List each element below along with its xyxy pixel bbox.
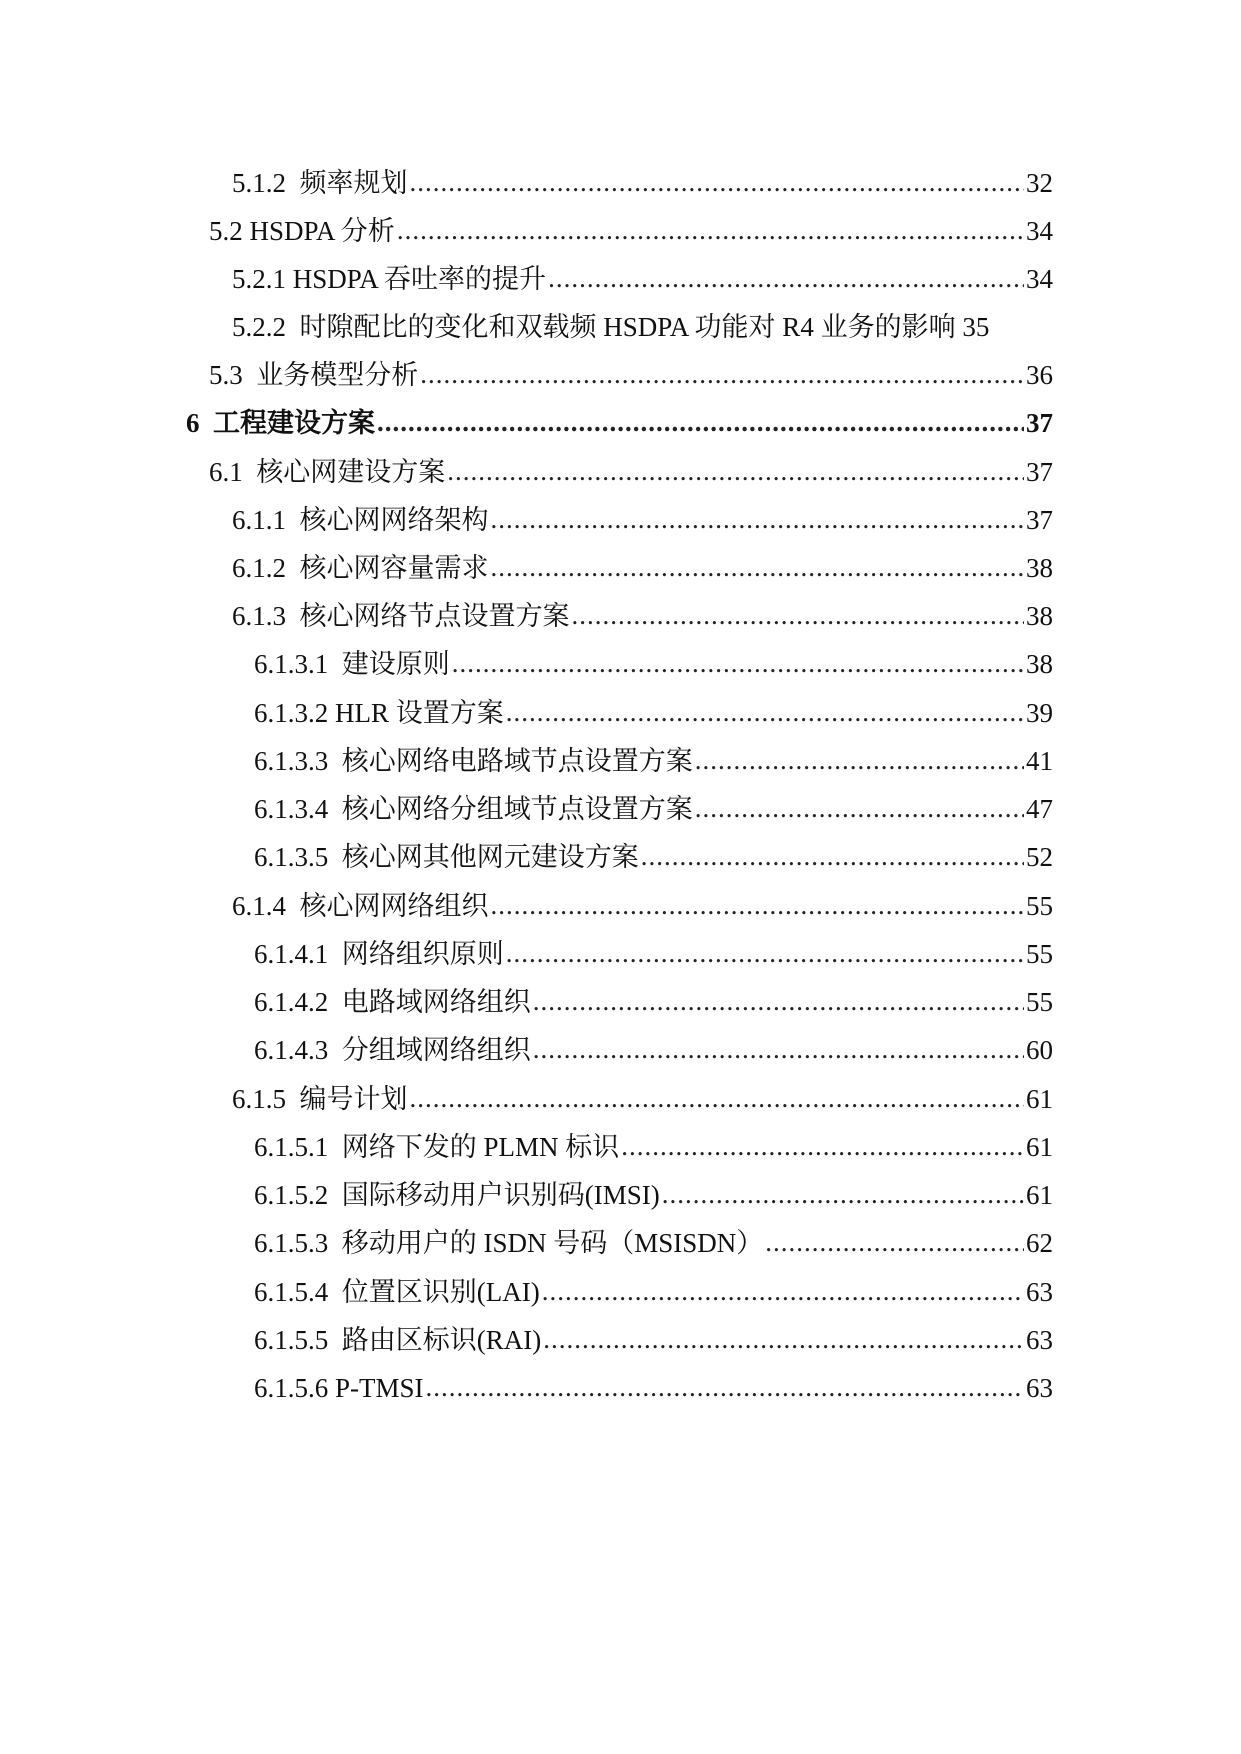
toc-entry-number: 6.1.5: [232, 1084, 286, 1114]
toc-entry[interactable]: [254, 1033, 1053, 1067]
toc-entry[interactable]: [254, 744, 1053, 778]
dot-leader: [491, 888, 1025, 922]
toc-entry-title: 核心网络节点设置方案: [299, 601, 570, 631]
toc-entry-number: 6.1.5.2: [254, 1180, 329, 1210]
toc-entry-chapter[interactable]: [186, 406, 1053, 440]
toc-entry[interactable]: [232, 889, 1053, 923]
toc-entry[interactable]: [254, 792, 1053, 826]
toc-entry-page: 63: [1026, 1277, 1053, 1307]
toc-entry-number: 6.1.2: [232, 553, 286, 583]
dot-leader: [452, 646, 1024, 680]
toc-entry-page: 32: [1026, 168, 1053, 198]
toc-entry-title: 工程建设方案: [213, 408, 375, 438]
toc-entry-title: 建设原则: [341, 649, 450, 679]
toc-entry-page: 55: [1026, 891, 1053, 921]
toc-entry[interactable]: [254, 1178, 1053, 1212]
toc-entry-title: 频率规划: [299, 168, 408, 198]
dot-leader: [377, 405, 1024, 439]
dot-leader: [533, 984, 1024, 1018]
toc-entry-title: 分组域网络组织: [341, 1035, 531, 1065]
dot-leader: [533, 1032, 1024, 1066]
toc-entry[interactable]: [254, 840, 1053, 874]
toc-entry-title: HSDPA 分析: [249, 216, 395, 246]
toc-entry-page: 38: [1026, 649, 1053, 679]
dot-leader: [542, 1274, 1024, 1308]
toc-entry-page: 37: [1026, 457, 1053, 487]
toc-entry[interactable]: [232, 1082, 1053, 1116]
dot-leader: [572, 598, 1025, 632]
dot-leader: [506, 936, 1024, 970]
toc-entry-number: 6.1.5.6: [254, 1373, 329, 1403]
toc-entry-title: 移动用户的 ISDN 号码（MSISDN）: [341, 1228, 764, 1258]
toc-entry-title: 国际移动用户识别码(IMSI): [341, 1180, 660, 1210]
toc-entry[interactable]: [232, 310, 1053, 344]
toc-entry[interactable]: [254, 1226, 1053, 1260]
toc-entry-number: 6.1.4.3: [254, 1035, 329, 1065]
toc-entry[interactable]: [232, 262, 1053, 296]
toc-entry-title: 路由区标识(RAI): [341, 1325, 542, 1355]
dot-leader: [447, 454, 1024, 488]
toc-entry[interactable]: [254, 937, 1053, 971]
toc-entry-number: 6.1.5.4: [254, 1277, 329, 1307]
toc-entry-title: 核心网络电路域节点设置方案: [341, 746, 693, 776]
toc-entry-number: 6.1.5.3: [254, 1228, 329, 1258]
dot-leader: [420, 357, 1024, 391]
toc-entry-page: 63: [1026, 1325, 1053, 1355]
dot-leader: [695, 791, 1024, 825]
toc-entry-number: 6.1.4: [232, 891, 286, 921]
dot-leader: [410, 1081, 1025, 1115]
toc-entry-page: 37: [1026, 408, 1053, 438]
toc-entry-page: 37: [1026, 505, 1053, 535]
dot-leader: [506, 695, 1024, 729]
dot-leader: [765, 1225, 1024, 1259]
toc-entry[interactable]: [254, 696, 1053, 730]
toc-entry-title: 时隙配比的变化和双载频 HSDPA 功能对 R4 业务的影响: [299, 312, 956, 342]
toc-entry-number: 6.1.5.5: [254, 1325, 329, 1355]
dot-leader: [548, 261, 1024, 295]
toc-entry-number: 6.1.3.1: [254, 649, 329, 679]
toc-entry-title: 编号计划: [299, 1084, 408, 1114]
toc-entry-page: 34: [1026, 264, 1053, 294]
toc-entry-page: 36: [1026, 360, 1053, 390]
dot-leader: [695, 743, 1024, 777]
dot-leader: [491, 502, 1025, 536]
toc-entry-title: 核心网络分组域节点设置方案: [341, 794, 693, 824]
toc-entry[interactable]: [254, 1323, 1053, 1357]
dot-leader: [410, 165, 1025, 199]
toc-entry-number: 5.1.2: [232, 168, 286, 198]
toc-entry-number: 5.3: [209, 360, 243, 390]
toc-entry-page: 38: [1026, 553, 1053, 583]
toc-entry-number: 5.2: [209, 216, 243, 246]
toc-entry-number: 6.1.3: [232, 601, 286, 631]
toc-entry-title: 核心网容量需求: [299, 553, 489, 583]
toc-entry[interactable]: [209, 358, 1053, 392]
toc-entry-number: 6.1.4.2: [254, 987, 329, 1017]
toc-entry-number: 6.1: [209, 457, 243, 487]
toc-entry[interactable]: [254, 1371, 1053, 1405]
toc-entry[interactable]: [209, 455, 1053, 489]
toc-entry-title: 核心网建设方案: [256, 457, 446, 487]
toc-entry-title: HLR 设置方案: [335, 698, 504, 728]
toc-entry-number: 5.2.1: [232, 264, 286, 294]
toc-entry-page: 34: [1026, 216, 1053, 246]
toc-entry-title: 网络下发的 PLMN 标识: [341, 1132, 620, 1162]
toc-entry-number: 6.1.4.1: [254, 939, 329, 969]
toc-entry-number: 6.1.3.5: [254, 842, 329, 872]
toc-entry-page: 60: [1026, 1035, 1053, 1065]
toc-entry[interactable]: [209, 214, 1053, 248]
toc-entry-title: 核心网其他网元建设方案: [341, 842, 639, 872]
toc-entry-page: 55: [1026, 987, 1053, 1017]
dot-leader: [397, 213, 1024, 247]
toc-entry[interactable]: [232, 599, 1053, 633]
toc-entry-page: 61: [1026, 1084, 1053, 1114]
toc-entry-number: 6: [186, 408, 200, 438]
toc-entry-page: 41: [1026, 746, 1053, 776]
toc-entry-title: 电路域网络组织: [341, 987, 531, 1017]
toc-entry-title: HSDPA 吞吐率的提升: [292, 264, 547, 294]
dot-leader: [662, 1177, 1024, 1211]
toc-entry[interactable]: [232, 166, 1053, 200]
toc-entry-title: 业务模型分析: [256, 360, 419, 390]
dot-leader: [491, 550, 1025, 584]
toc-entry-title: 网络组织原则: [341, 939, 504, 969]
toc-entry-page: 38: [1026, 601, 1053, 631]
toc-entry[interactable]: [254, 647, 1053, 681]
toc-entry-number: 6.1.3.3: [254, 746, 329, 776]
toc-entry-page: 52: [1026, 842, 1053, 872]
toc-entry[interactable]: [232, 551, 1053, 585]
toc-entry-page: 62: [1026, 1228, 1053, 1258]
toc-entry-number: 6.1.3.4: [254, 794, 329, 824]
toc-entry-page: 55: [1026, 939, 1053, 969]
toc-entry-page: 35: [962, 312, 990, 342]
dot-leader: [426, 1370, 1024, 1404]
toc-entry[interactable]: [254, 985, 1053, 1019]
dot-leader: [543, 1322, 1024, 1356]
dot-leader: [641, 839, 1024, 873]
toc-entry-title: 核心网网络组织: [299, 891, 489, 921]
toc-entry-number: 6.1.1: [232, 505, 286, 535]
toc-entry-title: P-TMSI: [335, 1373, 424, 1403]
toc-entry-number: 6.1.3.2: [254, 698, 329, 728]
toc-entry[interactable]: [254, 1130, 1053, 1164]
toc-entry-number: 5.2.2: [232, 312, 286, 342]
toc-entry-title: 核心网网络架构: [299, 505, 489, 535]
toc-entry-page: 39: [1026, 698, 1053, 728]
toc-entry-title: 位置区识别(LAI): [341, 1277, 540, 1307]
toc-entry-page: 47: [1026, 794, 1053, 824]
dot-leader: [621, 1129, 1024, 1163]
toc-entry-page: 63: [1026, 1373, 1053, 1403]
toc-entry-number: 6.1.5.1: [254, 1132, 329, 1162]
toc-entry[interactable]: [232, 503, 1053, 537]
toc-entry[interactable]: [254, 1275, 1053, 1309]
toc-entry-page: 61: [1026, 1132, 1053, 1162]
toc-entry-page: 61: [1026, 1180, 1053, 1210]
